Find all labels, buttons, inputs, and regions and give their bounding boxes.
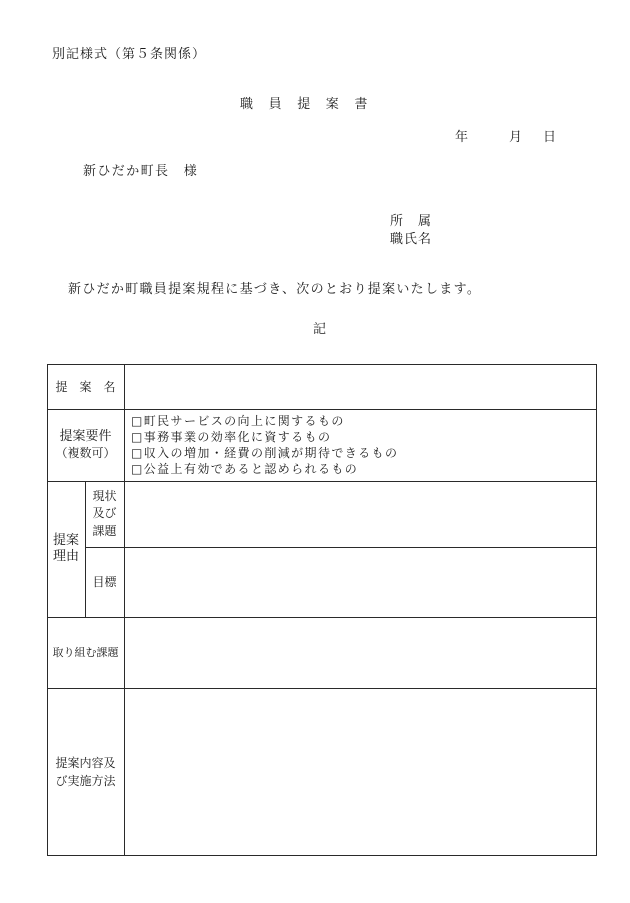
proposal-name-label-cell	[47, 364, 124, 409]
requirements-label: 提案要件	[59, 429, 112, 444]
date-month-label: 月	[509, 130, 523, 145]
requirements-options	[125, 410, 596, 481]
proposal-name-label: 提 案 名	[55, 379, 116, 394]
reason-label-line: 理由	[52, 549, 79, 564]
challenge-entry	[125, 618, 596, 688]
form-reference: 別記様式（第５条関係）	[52, 47, 207, 62]
challenge-label-cell	[47, 617, 124, 688]
requirements-sublabel: （複数可）	[55, 446, 116, 460]
affiliation-label: 所 属	[390, 214, 433, 229]
goal-label: 目標	[92, 575, 117, 589]
intro-statement: 新ひだか町職員提案規程に基づき、次のとおり提案いたします。	[68, 282, 482, 297]
date-year-label: 年	[455, 130, 469, 145]
current-issues-label-cell	[85, 481, 124, 547]
reason-label-cell	[47, 481, 85, 617]
current-issues-label-line: 現状	[92, 488, 117, 503]
goal-label-cell	[85, 547, 124, 617]
current-issues-label-line: 課題	[92, 523, 117, 538]
ki-heading: 記	[313, 322, 327, 337]
content-entry	[125, 689, 596, 855]
document-title: 職 員 提 案 書	[240, 97, 369, 112]
proposal-name-entry	[125, 365, 596, 409]
applicant-name-label: 職氏名	[390, 232, 433, 247]
content-label-line: 提案内容及	[55, 755, 116, 770]
addressee: 新ひだか町長 様	[83, 164, 199, 179]
current-issues-label-line: 及び	[92, 506, 117, 521]
date-day-label: 日	[543, 130, 557, 145]
requirement-option: □収入の増加・経費の削減が期待できるもの	[131, 446, 399, 460]
reason-label-line: 提案	[52, 533, 79, 548]
requirements-label-cell	[47, 409, 124, 481]
content-label-line: び実施方法	[55, 773, 116, 788]
requirement-option: □事務事業の効率化に資するもの	[131, 430, 332, 444]
requirement-option: □公益上有効であると認められるもの	[131, 462, 359, 476]
challenge-label: 取り組む課題	[52, 645, 119, 659]
requirement-option: □町民サービスの向上に関するもの	[131, 414, 345, 428]
content-label-cell	[47, 688, 124, 855]
goal-entry	[125, 548, 596, 617]
current-issues-entry	[125, 482, 596, 547]
